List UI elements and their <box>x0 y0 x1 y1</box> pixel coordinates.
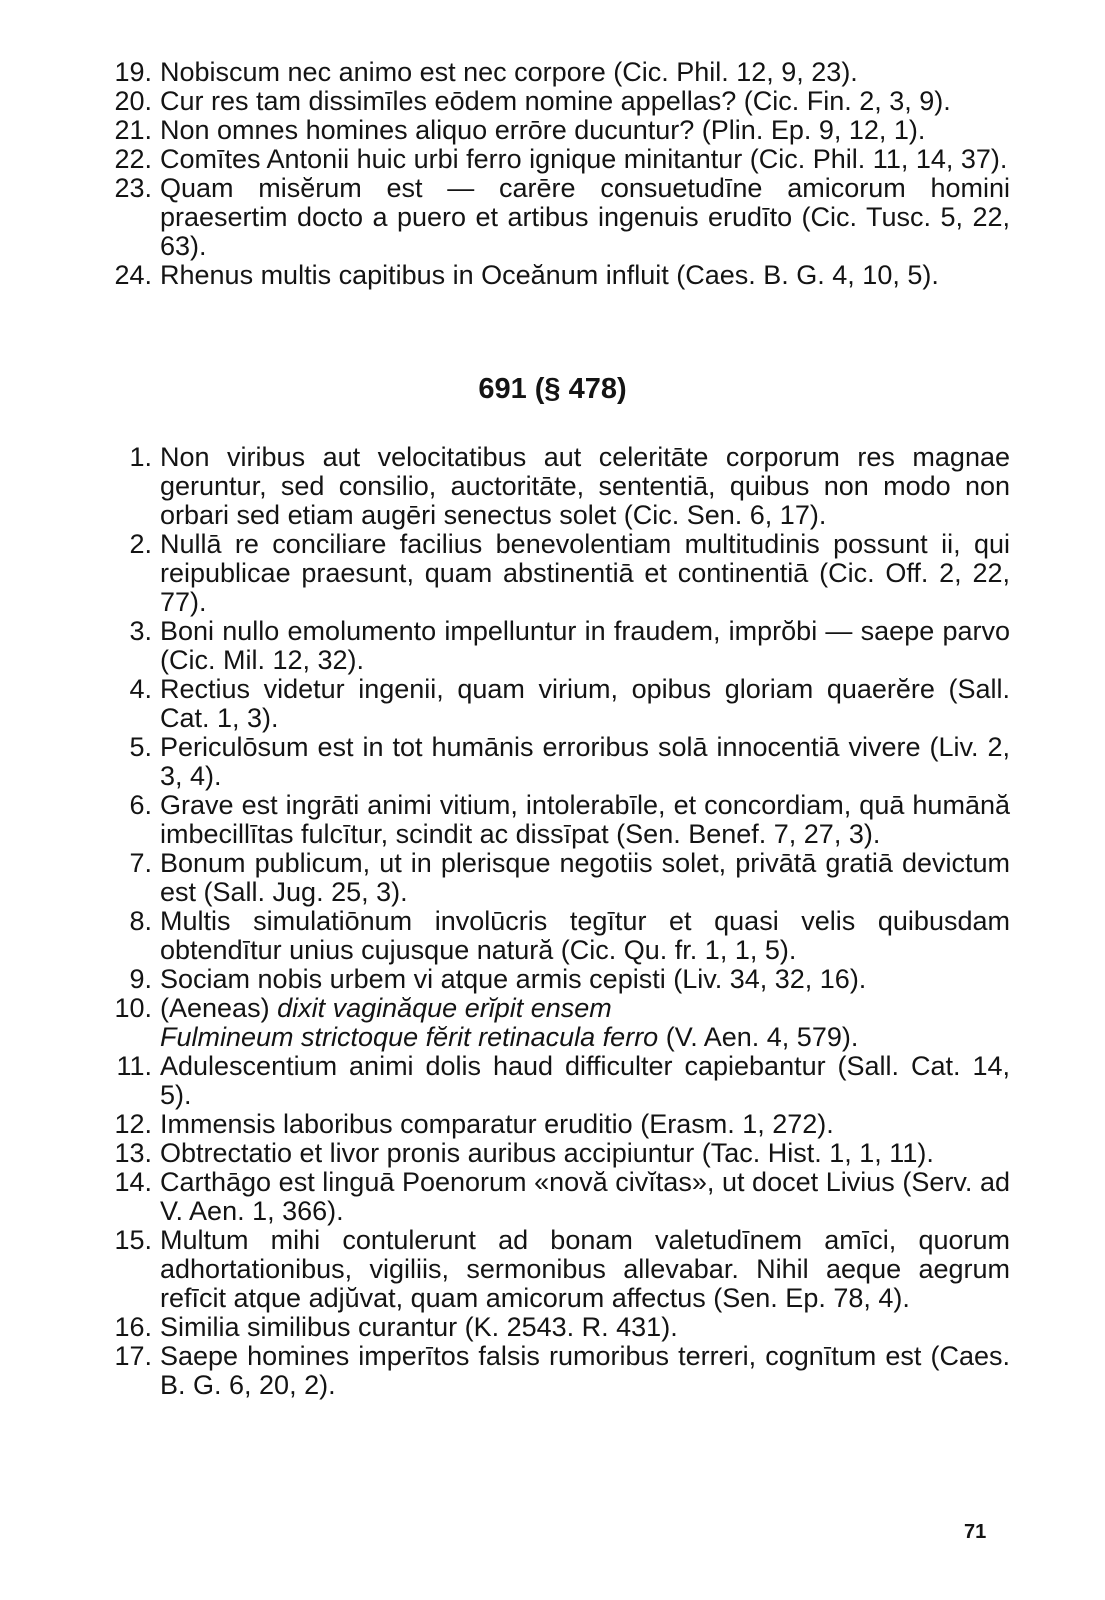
item-text: Bonum publicum, ut in plerisque negotiis solet, privātā gratiā devictum est (Sall. Jug. 25, 3). <box>160 848 1010 907</box>
item-text: Carthāgo est linguā Poenorum «novă civĭtas», ut docet Livius (Serv. ad V. Aen. 1, 366). <box>160 1167 1010 1226</box>
list-item <box>100 58 1010 87</box>
item-number: 24. <box>114 260 152 290</box>
list-item <box>100 87 1010 116</box>
item-number: 4. <box>129 674 152 704</box>
list-item <box>100 733 1010 791</box>
item-number: 12. <box>114 1109 152 1139</box>
item-number: 22. <box>114 144 152 174</box>
verse-line-1: dixit vaginăque erĭpit ensem <box>277 993 612 1023</box>
list-item <box>100 145 1010 174</box>
item-number: 16. <box>114 1312 152 1342</box>
item-text: Nullā re conciliare facilius benevolentiam multitudinis possunt ii, qui reipublicae praesunt, quam abstinentiā et continentiā (Cic. Off. 2, 22, 77). <box>160 529 1010 617</box>
item-text: Boni nullo emolumento impelluntur in fraudem, imprŏbi — saepe parvo (Cic. Mil. 12, 32). <box>160 616 1010 675</box>
item-text: Rhenus multis capitibus in Oceănum influit (Caes. B. G. 4, 10, 5). <box>160 260 939 290</box>
item-text: Sociam nobis urbem vi atque armis cepisti (Liv. 34, 32, 16). <box>160 964 867 994</box>
item-text: Immensis laboribus comparatur eruditio (Erasm. 1, 272). <box>160 1109 834 1139</box>
list-item <box>100 174 1010 261</box>
item-text: Similia similibus curantur (K. 2543. R. 431). <box>160 1312 678 1342</box>
list-item <box>100 1052 1010 1110</box>
list-item <box>100 965 1010 994</box>
list-item <box>100 1110 1010 1139</box>
item-text: Periculōsum est in tot humānis erroribus solā innocentiā vivere (Liv. 2, 3, 4). <box>160 732 1010 791</box>
item-number: 1. <box>129 442 152 472</box>
item-text: Multum mihi contulerunt ad bonam valetudīnem amīci, quorum adhortationibus, vigiliis, sermonibus allevabar. Nihil aeque aegrum refīcit atque adjŭvat, quam amicorum affectus (Sen. Ep. 78, 4). <box>160 1225 1010 1313</box>
item-number: 20. <box>114 86 152 116</box>
section-heading: 691 (§ 478) <box>478 373 627 405</box>
item-number: 15. <box>114 1225 152 1255</box>
list-item <box>100 675 1010 733</box>
verse-source: (V. Aen. 4, 579). <box>658 1022 859 1052</box>
list-item <box>100 261 1010 290</box>
exercise-list-top <box>100 58 1010 290</box>
item-number: 7. <box>129 848 152 878</box>
item-number: 19. <box>114 57 152 87</box>
list-item <box>100 443 1010 530</box>
list-item <box>100 1313 1010 1342</box>
item-text: Adulescentium animi dolis haud difficulter capiebantur (Sall. Cat. 14, 5). <box>160 1051 1010 1110</box>
item-text: Obtrectatio et livor pronis auribus accipiuntur (Tac. Hist. 1, 1, 11). <box>160 1138 934 1168</box>
item-number: 2. <box>129 529 152 559</box>
item-number: 6. <box>129 790 152 820</box>
item-text: Grave est ingrāti animi vitium, intolerabīle, et concordiam, quā humānă imbecillītas fulcītur, scindit ac dissīpat (Sen. Benef. 7, 27, 3). <box>160 790 1010 849</box>
item-text: Quam misĕrum est — carēre consuetudīne amicorum homini praesertim docto a puero et artibus ingenuis erudīto (Cic. Tusc. 5, 22, 63). <box>160 173 1010 261</box>
item-number: 8. <box>129 906 152 936</box>
item-text <box>160 994 1010 1052</box>
list-item <box>100 849 1010 907</box>
item-text: Multis simulatiōnum involūcris tegītur et quasi velis quibusdam obtendītur unius cujusque natură (Cic. Qu. fr. 1, 1, 5). <box>160 906 1010 965</box>
item-number: 11. <box>116 1051 152 1081</box>
item-number: 9. <box>129 964 152 994</box>
item-text: Saepe homines imperītos falsis rumoribus terreri, cognītum est (Caes. B. G. 6, 20, 2). <box>160 1341 1010 1400</box>
list-item-verse <box>100 994 1010 1052</box>
list-item <box>100 1139 1010 1168</box>
exercise-list-bottom <box>100 443 1010 1400</box>
list-item <box>100 116 1010 145</box>
list-item <box>100 1342 1010 1400</box>
list-item <box>100 1226 1010 1313</box>
verse-prefix: (Aeneas) <box>160 993 278 1023</box>
item-text: Nobiscum nec animo est nec corpore (Cic. Phil. 12, 9, 23). <box>160 57 858 87</box>
item-number: 3. <box>129 616 152 646</box>
list-item <box>100 530 1010 617</box>
page-number: 71 <box>964 1521 987 1543</box>
item-number: 21. <box>114 115 152 145</box>
item-text: Non omnes homines aliquo errōre ducuntur? (Plin. Ep. 9, 12, 1). <box>160 115 926 145</box>
list-item <box>100 791 1010 849</box>
item-text: Non viribus aut velocitatibus aut celeritāte corporum res magnae geruntur, sed consilio, auctoritāte, sententiā, quibus non modo non orbari sed etiam augēri senectus solet (Cic. Sen. 6, 17). <box>160 442 1010 530</box>
item-number: 23. <box>114 173 152 203</box>
list-item <box>100 617 1010 675</box>
item-number: 10. <box>114 993 152 1023</box>
item-number: 5. <box>129 732 152 762</box>
verse-line-2: Fulmineum strictoque fĕrit retinacula ferro <box>160 1022 659 1052</box>
item-number: 13. <box>114 1138 152 1168</box>
item-text: Cur res tam dissimīles eōdem nomine appellas? (Cic. Fin. 2, 3, 9). <box>160 86 951 116</box>
item-text: Comītes Antonii huic urbi ferro ignique minitantur (Cic. Phil. 11, 14, 37). <box>160 144 1008 174</box>
item-text: Rectius videtur ingenii, quam virium, opibus gloriam quaerĕre (Sall. Cat. 1, 3). <box>160 674 1010 733</box>
item-number: 14. <box>114 1167 152 1197</box>
item-number: 17. <box>114 1341 152 1371</box>
list-item <box>100 1168 1010 1226</box>
list-item <box>100 907 1010 965</box>
